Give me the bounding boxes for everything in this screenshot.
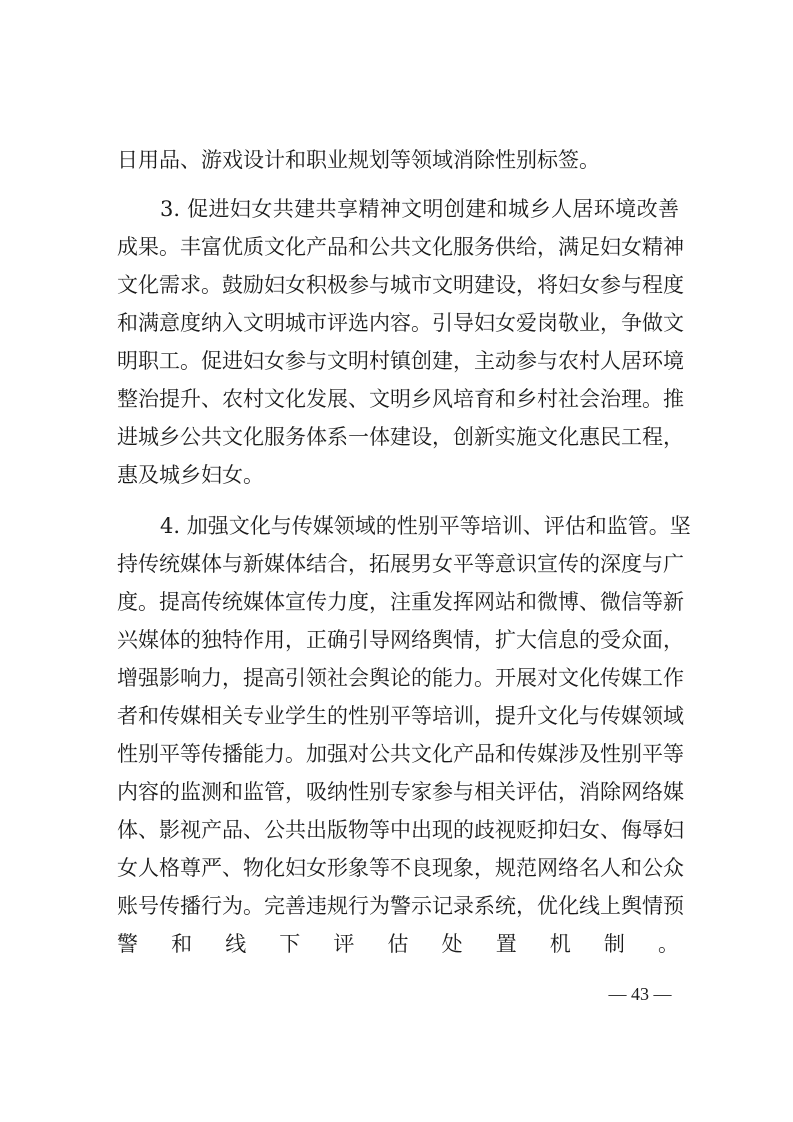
text-line: 性别平等传播能力。加强对公共文化产品和传媒涉及性别平等	[117, 742, 684, 766]
text-line: 账号传播行为。完善违规行为警示记录系统，优化线上舆情预	[117, 894, 684, 918]
text-line: 惠及城乡妇女。	[117, 463, 264, 487]
text-line: 兴媒体的独特作用，正确引导网络舆情，扩大信息的受众面，	[117, 628, 684, 652]
text-line: 女人格尊严、物化妇女形象等不良现象，规范网络名人和公众	[117, 856, 684, 880]
text-line: 成果。丰富优质文化产品和公共文化服务供给，满足妇女精神	[117, 235, 684, 259]
text-line: 持传统媒体与新媒体结合，拓展男女平等意识宣传的深度与广	[117, 552, 684, 576]
text-line: 增强影响力，提高引领社会舆论的能力。开展对文化传媒工作	[117, 666, 684, 690]
text-line: 度。提高传统媒体宣传力度，注重发挥网站和微博、微信等新	[117, 590, 684, 614]
text-line: 文化需求。鼓励妇女积极参与城市文明建设，将妇女参与程度	[117, 273, 684, 297]
text-line: 进城乡公共文化服务体系一体建设，创新实施文化惠民工程，	[117, 425, 684, 449]
page-number: — 43 —	[608, 984, 672, 1004]
text-line: 内容的监测和监管，吸纳性别专家参与相关评估，消除网络媒	[117, 780, 684, 804]
text-line-item-4-heading: 4. 加强文化与传媒领域的性别平等培训、评估和监管。坚	[160, 514, 691, 538]
text-line: 整治提升、农村文化发展、文明乡风培育和乡村社会治理。推	[117, 387, 684, 411]
text-line: 警和线下评估处置机制。	[117, 932, 679, 956]
text-line-item-3-heading: 3. 促进妇女共建共享精神文明创建和城乡人居环境改善	[160, 197, 679, 221]
text-line: 体、影视产品、公共出版物等中出现的歧视贬抑妇女、侮辱妇	[117, 818, 684, 842]
text-line-continuation: 日用品、游戏设计和职业规划等领域消除性别标签。	[117, 148, 600, 172]
text-line: 明职工。促进妇女参与文明村镇创建，主动参与农村人居环境	[117, 349, 684, 373]
text-line: 和满意度纳入文明城市评选内容。引导妇女爱岗敬业，争做文	[117, 311, 684, 335]
text-line: 者和传媒相关专业学生的性别平等培训，提升文化与传媒领域	[117, 704, 684, 728]
